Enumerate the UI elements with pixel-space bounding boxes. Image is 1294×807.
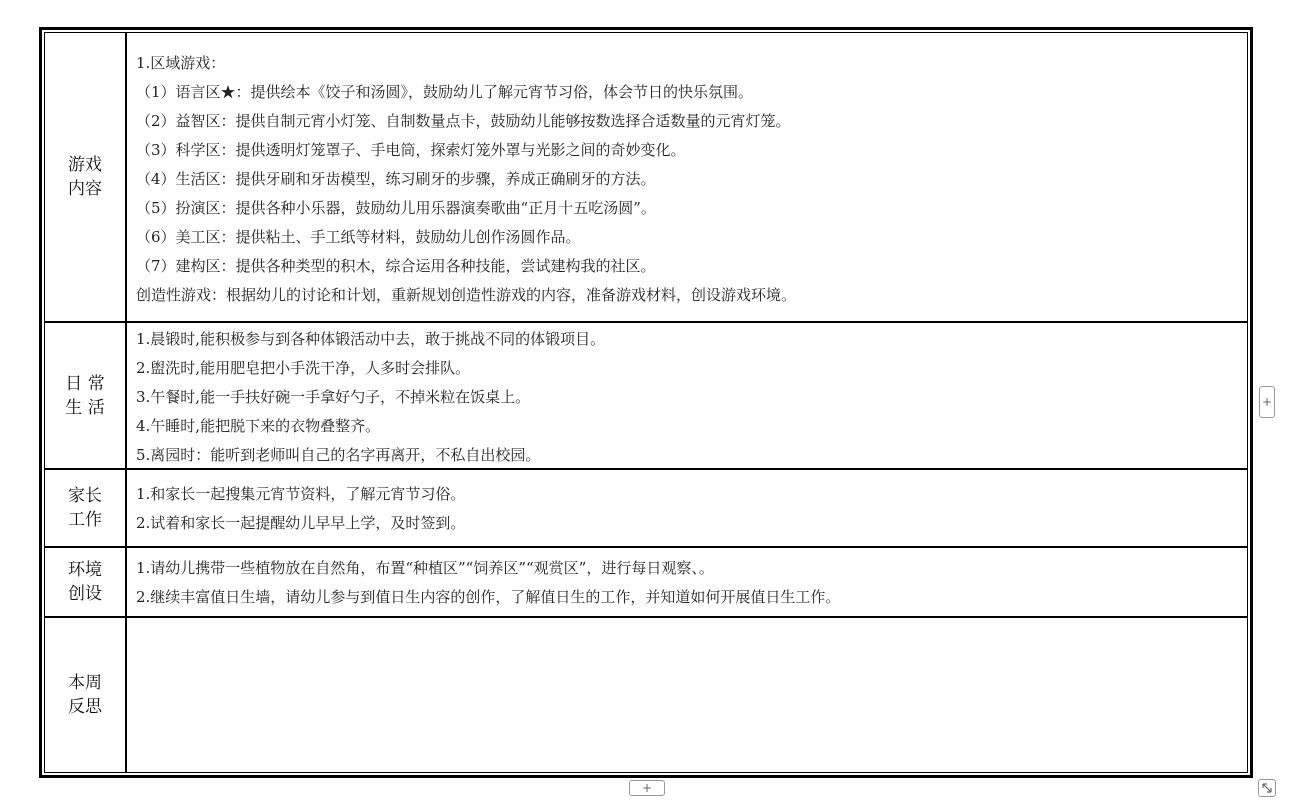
content-line: （6）美工区：提供粘土、手工纸等材料，鼓励幼儿创作汤圆作品。 <box>136 228 581 246</box>
content-line: （4）生活区：提供牙刷和牙齿模型，练习刷牙的步骤，养成正确刷牙的方法。 <box>136 170 656 188</box>
add-row-button[interactable] <box>629 780 665 796</box>
row-label-line: 日 常 <box>65 373 105 394</box>
row-label-line: 工作 <box>68 510 102 530</box>
content-line: 1.请幼儿携带一些植物放在自然角，布置“种植区”“饲养区”“观赏区”，进行每日观察、。 <box>136 559 714 577</box>
row-label-environment[interactable] <box>45 548 127 616</box>
content-line: 1.和家长一起搜集元宵节资料，了解元宵节习俗。 <box>136 485 466 503</box>
content-line: 创造性游戏：根据幼儿的讨论和计划，重新规划创造性游戏的内容，准备游戏材料，创设游戏环境。 <box>136 286 797 304</box>
content-line: 1.晨锻时,能积极参与到各种体锻活动中去，敢于挑战不同的体锻项目。 <box>136 330 606 348</box>
plus-icon: + <box>641 781 653 795</box>
content-line: 2.盥洗时,能用肥皂把小手洗干净，人多时会排队。 <box>136 359 471 377</box>
row-label-line: 反思 <box>68 697 102 717</box>
table-row-daily-life <box>45 323 1247 470</box>
content-line: 4.午睡时,能把脱下来的衣物叠整齐。 <box>136 417 381 435</box>
content-line: （2）益智区：提供自制元宵小灯笼、自制数量点卡，鼓励幼儿能够按数选择合适数量的元宵灯笼。 <box>136 112 791 130</box>
row-label-games[interactable] <box>45 33 127 321</box>
table-row-parent-work <box>45 470 1247 548</box>
row-label-line: 游戏 <box>68 155 102 175</box>
row-label-parent-work[interactable] <box>45 470 127 546</box>
weekly-plan-table <box>39 27 1253 778</box>
table-row-environment <box>45 548 1247 618</box>
content-line: 2.继续丰富值日生墙，请幼儿参与到值日生内容的创作，了解值日生的工作，并知道如何开展值日生工作。 <box>136 588 841 606</box>
content-line: 1.区域游戏： <box>136 54 226 72</box>
row-label-line: 家长 <box>68 486 102 506</box>
content-line: 5.离园时：能听到老师叫自己的名字再离开，不私自出校园。 <box>136 446 541 464</box>
row-label-line: 创设 <box>68 584 102 604</box>
content-line: （5）扮演区：提供各种小乐器，鼓励幼儿用乐器演奏歌曲“正月十五吃汤圆”。 <box>136 199 656 217</box>
table-row-games <box>45 33 1247 323</box>
content-line: （1）语言区★：提供绘本《饺子和汤圆》，鼓励幼儿了解元宵节习俗，体会节日的快乐氛围。 <box>136 83 754 101</box>
content-line: （7）建构区：提供各种类型的积木，综合运用各种技能，尝试建构我的社区。 <box>136 257 656 275</box>
row-label-line: 生 活 <box>65 397 105 418</box>
resize-diagonal-icon <box>1261 782 1273 794</box>
plus-icon: + <box>1261 395 1273 409</box>
table-resize-handle[interactable] <box>1258 779 1276 797</box>
content-line: 3.午餐时,能一手扶好碗一手拿好勺子，不掉米粒在饭桌上。 <box>136 388 531 406</box>
row-label-daily-life[interactable] <box>45 323 127 468</box>
row-content-parent-work[interactable] <box>127 470 1247 546</box>
row-label-line: 内容 <box>68 179 102 199</box>
row-label-line: 环境 <box>68 560 102 580</box>
row-content-daily-life[interactable] <box>127 323 1247 468</box>
row-content-reflection[interactable] <box>127 618 1247 772</box>
row-content-games[interactable] <box>127 33 1247 321</box>
row-content-environment[interactable] <box>127 548 1247 616</box>
row-label-reflection[interactable] <box>45 618 127 772</box>
content-line: 2.试着和家长一起提醒幼儿早早上学，及时签到。 <box>136 514 466 532</box>
content-line: （3）科学区：提供透明灯笼罩子、手电筒，探索灯笼外罩与光影之间的奇妙变化。 <box>136 141 686 159</box>
table-row-reflection <box>45 618 1247 772</box>
table-inner-border <box>44 32 1248 773</box>
row-label-line: 本周 <box>68 673 102 693</box>
add-column-button[interactable] <box>1259 386 1275 418</box>
